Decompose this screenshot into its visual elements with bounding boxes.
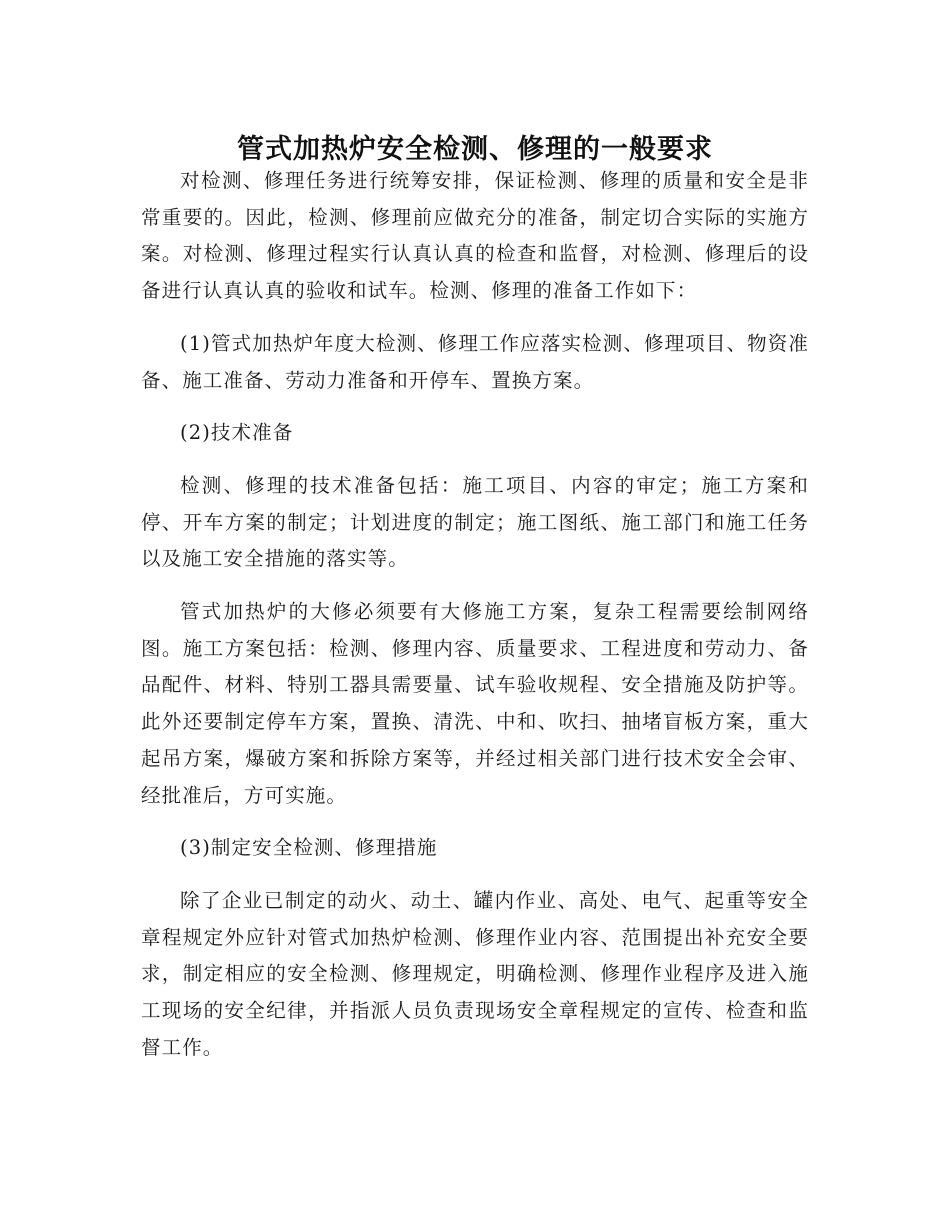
section-heading-technical-preparation: (2)技术准备 bbox=[180, 421, 294, 445]
paragraph-item-1: (1)管式加热炉年度大检测、修理工作应落实检测、修理项目、物资准备、施工准备、劳动力准备和开停车、置换方案。 bbox=[141, 331, 809, 392]
document-title: 管式加热炉安全检测、修理的一般要求 bbox=[237, 134, 713, 166]
paragraph-overhaul-plan: 管式加热炉的大修必须要有大修施工方案，复杂工程需要绘制网络图。施工方案包括：检测、修理内容、质量要求、工程进度和劳动力、备品配件、材料、特别工器具需要量、试车验收规程、安全措施及防护等。此外还要制定停车方案，置换、清洗、中和、吹扫、抽堵盲板方案，重大起吊方案，爆破方案和拆除方案等，并经过相关部门进行技术安全会审、经批准后，方可实施。 bbox=[141, 600, 809, 807]
document-body bbox=[141, 163, 809, 1082]
paragraph-safety-measures: 除了企业已制定的动火、动土、罐内作业、高处、电气、起重等安全章程规定外应针对管式加热炉检测、修理作业内容、范围提出补充安全要求，制定相应的安全检测、修理规定，明确检测、修理作业程序及进入施工现场的安全纪律，并指派人员负责现场安全章程规定的宣传、检查和监督工作。 bbox=[141, 888, 809, 1059]
section-heading-safety-measures: (3)制定安全检测、修理措施 bbox=[180, 836, 438, 860]
paragraph-intro: 对检测、修理任务进行统筹安排，保证检测、修理的质量和安全是非常重要的。因此，检测、修理前应做充分的准备，制定切合实际的实施方案。对检测、修理过程实行认真认真的检查和监督，对检测、修理后的设备进行认真认真的验收和试车。检测、修理的准备工作如下： bbox=[141, 169, 809, 303]
paragraph-technical-preparation: 检测、修理的技术准备包括：施工项目、内容的审定；施工方案和停、开车方案的制定；计划进度的制定；施工图纸、施工部门和施工任务以及施工安全措施的落实等。 bbox=[141, 473, 809, 571]
